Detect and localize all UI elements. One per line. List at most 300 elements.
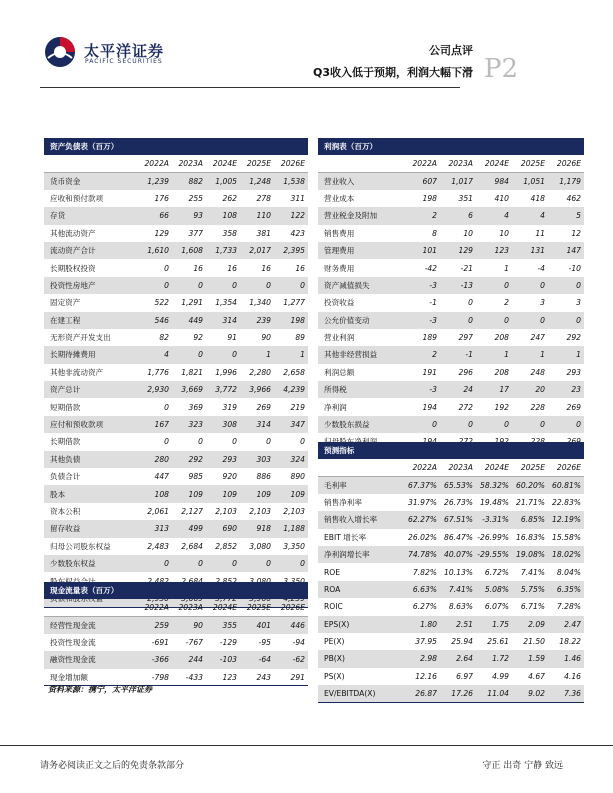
value-cell: 2,127 (181, 507, 203, 516)
value-cell: 23 (548, 381, 584, 398)
value-cell: 418 (530, 193, 545, 203)
table-row (44, 538, 308, 555)
row-label: 经营性现金流 (44, 616, 138, 633)
value-cell: -13 (440, 277, 476, 294)
value-cell: 26.73% (444, 497, 473, 507)
value-cell: 462 (566, 193, 581, 203)
value-cell: 1 (274, 346, 308, 363)
value-cell: 0 (164, 263, 169, 273)
value-cell: 259 (138, 616, 172, 633)
value-cell: 198 (274, 312, 308, 329)
value-cell: 401 (240, 616, 274, 633)
value-cell: 5.08% (476, 581, 512, 598)
value-cell: 189 (422, 333, 437, 343)
pacific-securities-logo-icon (44, 36, 76, 68)
value-cell: 292 (566, 333, 581, 343)
value-cell: 2,280 (249, 367, 271, 377)
value-cell: 882 (172, 172, 206, 189)
value-cell: 2,061 (147, 507, 169, 516)
value-cell: 314 (206, 312, 240, 329)
value-cell: 0 (440, 312, 476, 329)
value-cell: 3 (576, 298, 581, 308)
value-cell: 296 (458, 367, 473, 377)
value-cell: 890 (290, 472, 305, 482)
value-cell: -94 (292, 637, 305, 647)
value-cell: -3.31% (476, 511, 512, 528)
value-cell: 176 (154, 193, 169, 203)
row-label: 货币资金 (44, 172, 138, 189)
value-cell: 19.08% (512, 546, 548, 563)
value-cell: 1,733 (206, 242, 240, 259)
value-cell: 65.53% (440, 476, 476, 493)
value-cell: 40.07% (440, 546, 476, 563)
value-cell: -1 (440, 346, 476, 363)
value-cell: 11 (535, 228, 545, 238)
report-type: 公司点评 (429, 44, 473, 57)
value-cell: 1,610 (138, 242, 172, 259)
row-label: 应收和预付款项 (50, 193, 104, 203)
table-row (318, 312, 584, 329)
value-cell: 1.72 (476, 650, 512, 667)
value-cell: 3,350 (283, 541, 305, 551)
value-cell: 19.48% (480, 497, 509, 507)
value-cell: 4 (138, 346, 172, 363)
value-cell: 3,966 (240, 381, 274, 398)
row-label: 所得税 (318, 381, 404, 398)
value-cell: 293 (206, 451, 240, 468)
table-row (44, 416, 308, 433)
value-cell: -3 (404, 381, 440, 398)
value-cell: 0 (172, 555, 206, 572)
value-cell: 918 (240, 520, 274, 537)
value-cell: 6.35% (548, 581, 584, 598)
value-cell: 0 (548, 416, 584, 433)
value-cell: 292 (172, 451, 206, 468)
value-cell: 8.04% (556, 567, 581, 577)
value-cell: 2.47 (548, 616, 584, 633)
value-cell: 0 (440, 416, 476, 433)
value-cell: -129 (219, 637, 237, 647)
header-blank (44, 599, 138, 616)
value-cell: 6.07% (484, 602, 509, 612)
header-blank (44, 155, 138, 172)
value-cell: 244 (172, 651, 206, 668)
value-cell: 108 (138, 485, 172, 502)
value-cell: 25.61 (487, 637, 509, 647)
value-cell: 21.50 (523, 637, 545, 647)
table-row (318, 668, 584, 685)
value-cell: 3,080 (249, 541, 271, 551)
row-label: 融资性现金流 (44, 651, 138, 668)
income-statement-table (318, 138, 584, 451)
table-title: 预测指标 (318, 442, 584, 459)
value-cell: 1,239 (138, 172, 172, 189)
table-row (318, 225, 584, 242)
value-cell: 0 (232, 437, 237, 447)
table-row (44, 651, 308, 668)
value-cell: 10 (499, 228, 509, 238)
value-cell: 109 (274, 485, 308, 502)
value-cell: 0 (274, 555, 308, 572)
value-cell: 0 (164, 437, 169, 447)
value-cell: 499 (172, 520, 206, 537)
row-label: ROA (318, 581, 404, 598)
value-cell: 1,608 (172, 242, 206, 259)
row-label: 应付和预收款项 (44, 416, 138, 433)
value-cell: -21 (460, 263, 473, 273)
value-cell: 347 (274, 416, 308, 433)
row-label: PE(X) (324, 637, 345, 647)
value-cell: 108 (206, 207, 240, 224)
value-cell: 1.46 (548, 650, 584, 667)
row-label: 股本 (44, 485, 138, 502)
row-label: ROE (324, 567, 341, 577)
table-row (318, 172, 584, 189)
value-cell: 16 (295, 263, 305, 273)
table-row (318, 398, 584, 415)
table-row (318, 598, 584, 615)
row-label: 在建工程 (44, 312, 138, 329)
value-cell: 26.02% (408, 532, 437, 542)
year-header: 2024E (476, 459, 512, 476)
value-cell: -26.99% (477, 532, 509, 542)
table-row (44, 503, 308, 520)
value-cell: 4.67 (528, 671, 545, 681)
year-header: 2022A (404, 155, 440, 172)
header-blank (318, 459, 404, 476)
year-header: 2023A (440, 459, 476, 476)
value-cell: 1,821 (181, 367, 203, 377)
value-cell: 208 (494, 367, 509, 377)
table-row (44, 346, 308, 363)
table-header-row (44, 155, 308, 172)
value-cell: 74.78% (404, 546, 440, 563)
row-label: 资产总计 (44, 381, 138, 398)
value-cell: 248 (530, 367, 545, 377)
table-row (44, 485, 308, 502)
table-row (318, 494, 584, 511)
value-cell: 0 (548, 277, 584, 294)
table-row (318, 416, 584, 433)
year-header: 2025E (240, 155, 274, 172)
value-cell: 4 (512, 207, 548, 224)
table-row (318, 207, 584, 224)
value-cell: 313 (138, 520, 172, 537)
value-cell: 308 (206, 416, 240, 433)
value-cell: 12.19% (548, 511, 584, 528)
value-cell: 369 (188, 402, 203, 412)
value-cell: 0 (266, 437, 271, 447)
value-cell: 1,538 (274, 172, 308, 189)
value-cell: 272 (458, 402, 473, 412)
value-cell: 0 (476, 416, 512, 433)
table-row (44, 520, 308, 537)
value-cell: 17 (476, 381, 512, 398)
value-cell: 60.20% (512, 476, 548, 493)
value-cell: 6.85% (512, 511, 548, 528)
table-row (44, 207, 308, 224)
value-cell: 323 (172, 416, 206, 433)
value-cell: 91 (227, 333, 237, 343)
value-cell: 1 (512, 346, 548, 363)
value-cell: 239 (240, 312, 274, 329)
value-cell: 1,248 (240, 172, 274, 189)
logo-english-name: PACIFIC SECURITIES (85, 58, 163, 65)
value-cell: 123 (476, 242, 512, 259)
value-cell: 0 (198, 437, 203, 447)
value-cell: 269 (566, 402, 581, 412)
value-cell: 319 (222, 402, 237, 412)
row-label: 财务费用 (324, 263, 355, 273)
value-cell: 7.82% (412, 567, 437, 577)
year-header: 2026E (274, 599, 308, 616)
table-row (44, 190, 308, 207)
value-cell: 2.98 (404, 650, 440, 667)
value-cell: 93 (172, 207, 206, 224)
value-cell: 0 (206, 555, 240, 572)
table-title-row (318, 138, 584, 155)
value-cell: 219 (290, 402, 305, 412)
value-cell: 324 (274, 451, 308, 468)
value-cell: 2.51 (440, 616, 476, 633)
row-label: 长期借款 (50, 437, 81, 447)
value-cell: 1 (476, 346, 512, 363)
value-cell: 2,483 (147, 541, 169, 551)
table-row (318, 364, 584, 381)
table-row (318, 277, 584, 294)
row-label: ROIC (324, 602, 343, 612)
value-cell: 25.94 (451, 637, 473, 647)
row-label: 营业成本 (324, 193, 355, 203)
value-cell: 2 (404, 346, 440, 363)
footer-disclaimer: 请务必阅读正文之后的免责条款部分 (40, 761, 185, 771)
value-cell: 2.64 (440, 650, 476, 667)
value-cell: 522 (154, 298, 169, 308)
value-cell: 5.75% (512, 581, 548, 598)
value-cell: 6.71% (520, 602, 545, 612)
value-cell: -95 (258, 637, 271, 647)
table-row (44, 468, 308, 485)
value-cell: 4,239 (274, 381, 308, 398)
table-row (318, 546, 584, 563)
value-cell: 109 (172, 485, 206, 502)
value-cell: 1 (548, 346, 584, 363)
value-cell: 16.83% (516, 532, 545, 542)
value-cell: 192 (494, 402, 509, 412)
logo-chinese-name: 太平洋证券 (84, 42, 165, 60)
page-header (0, 0, 613, 95)
row-label: 少数股东权益 (44, 555, 138, 572)
row-label: 存货 (44, 207, 138, 224)
value-cell: 0 (240, 277, 274, 294)
value-cell: 690 (206, 520, 240, 537)
table-title-row (44, 138, 308, 155)
value-cell: 1,996 (215, 367, 237, 377)
row-label: 少数股东损益 (318, 416, 404, 433)
value-cell: 101 (404, 242, 440, 259)
value-cell: 6.27% (412, 602, 437, 612)
value-cell: 58.32% (476, 476, 512, 493)
row-label: 短期借款 (50, 402, 81, 412)
value-cell: 985 (188, 472, 203, 482)
value-cell: 6.97 (456, 671, 473, 681)
row-label: 销售净利率 (324, 497, 362, 507)
table-row (44, 398, 308, 415)
table-row (318, 294, 584, 311)
row-label: 其他负债 (44, 451, 138, 468)
table-title: 资产负债表（百万） (44, 138, 308, 155)
row-label: 利润总额 (324, 367, 355, 377)
row-label: 其他非经营损益 (318, 346, 404, 363)
value-cell: 12 (571, 228, 581, 238)
table-row (44, 242, 308, 259)
value-cell: 2,658 (283, 367, 305, 377)
row-label: 营业收入 (318, 172, 404, 189)
value-cell: 12.16 (415, 671, 437, 681)
company-logo (44, 36, 164, 70)
value-cell: 2,684 (181, 541, 203, 551)
value-cell: 1,776 (147, 367, 169, 377)
value-cell: 15.58% (552, 532, 581, 542)
table-header-row (44, 599, 308, 616)
forecast-indicators-table (318, 442, 584, 703)
row-label: 其他非流动资产 (50, 367, 104, 377)
value-cell: 1 (504, 263, 509, 273)
value-cell: 278 (256, 193, 271, 203)
value-cell: 194 (422, 402, 437, 412)
balance-sheet-table (44, 138, 308, 608)
value-cell: 291 (274, 669, 308, 686)
row-label: PS(X) (324, 671, 345, 681)
row-label: 其他流动资产 (50, 228, 96, 238)
table-row (318, 633, 584, 650)
row-label: 流动资产合计 (44, 242, 138, 259)
value-cell: 7.36 (548, 685, 584, 702)
value-cell: 314 (240, 416, 274, 433)
value-cell: 0 (206, 346, 240, 363)
value-cell: 1,291 (181, 298, 203, 308)
row-label: 资产减值损失 (318, 277, 404, 294)
table-row (318, 563, 584, 580)
value-cell: 247 (530, 333, 545, 343)
year-header: 2025E (240, 599, 274, 616)
value-cell: 0 (512, 312, 548, 329)
table-row (44, 277, 308, 294)
table-row (318, 476, 584, 493)
value-cell: 984 (476, 172, 512, 189)
value-cell: 90 (172, 616, 206, 633)
value-cell: 1 (240, 346, 274, 363)
value-cell: 122 (274, 207, 308, 224)
year-header: 2024E (206, 155, 240, 172)
row-label: 净利润 (324, 402, 347, 412)
value-cell: 1,354 (215, 298, 237, 308)
value-cell: -4 (537, 263, 545, 273)
row-label: 负债合计 (50, 472, 81, 482)
table-row (44, 294, 308, 311)
value-cell: 7.41% (440, 581, 476, 598)
value-cell: 2 (504, 298, 509, 308)
table-row (318, 381, 584, 398)
header-blank (318, 155, 404, 172)
value-cell: 377 (188, 228, 203, 238)
value-cell: 1,051 (512, 172, 548, 189)
value-cell: -1 (429, 298, 437, 308)
value-cell: 110 (240, 207, 274, 224)
year-header: 2023A (172, 155, 206, 172)
value-cell: 82 (159, 333, 169, 343)
value-cell: 5 (548, 207, 584, 224)
value-cell: 0 (512, 277, 548, 294)
table-row (44, 634, 308, 651)
year-header: 2026E (548, 459, 584, 476)
value-cell: 8.63% (448, 602, 473, 612)
value-cell: -366 (138, 651, 172, 668)
value-cell: 6.72% (484, 567, 509, 577)
row-label: 毛利率 (318, 476, 404, 493)
value-cell: -64 (240, 651, 274, 668)
value-cell: 303 (240, 451, 274, 468)
value-cell: 0 (164, 402, 169, 412)
value-cell: 446 (274, 616, 308, 633)
year-header: 2025E (512, 459, 548, 476)
value-cell: 18.02% (548, 546, 584, 563)
value-cell: 60.81% (548, 476, 584, 493)
value-cell: -433 (172, 669, 206, 686)
value-cell: 2,103 (249, 507, 271, 516)
table-row (318, 581, 584, 598)
value-cell: 228 (530, 402, 545, 412)
value-cell: 31.97% (408, 497, 437, 507)
value-cell: 358 (222, 228, 237, 238)
value-cell: 262 (222, 193, 237, 203)
value-cell: 7.41% (520, 567, 545, 577)
row-label: 公允价值变动 (318, 312, 404, 329)
value-cell: 2,103 (215, 507, 237, 516)
value-cell: 147 (548, 242, 584, 259)
table-row (44, 172, 308, 189)
table-row (318, 190, 584, 207)
data-source-note: 资料来源：携宁，太平洋证券 (48, 685, 152, 694)
row-label: 现金增加额 (44, 669, 138, 686)
value-cell: 16 (261, 263, 271, 273)
value-cell: 2,017 (240, 242, 274, 259)
table-row (44, 312, 308, 329)
row-label: 营业利润 (324, 333, 355, 343)
value-cell: -103 (206, 651, 240, 668)
table-row (318, 346, 584, 363)
value-cell: 62.27% (404, 511, 440, 528)
value-cell: -3 (404, 277, 440, 294)
row-label: 固定资产 (50, 298, 81, 308)
value-cell: 2,103 (283, 507, 305, 516)
value-cell: 167 (138, 416, 172, 433)
value-cell: 0 (138, 555, 172, 572)
row-label: 销售费用 (324, 228, 355, 238)
report-title: Q3收入低于预期，利润大幅下滑 (312, 66, 473, 79)
table-title: 利润表（百万） (318, 138, 584, 155)
value-cell: 447 (154, 472, 169, 482)
value-cell: 9.02 (512, 685, 548, 702)
value-cell: 1,340 (249, 298, 271, 308)
year-header: 2022A (404, 459, 440, 476)
table-row (44, 329, 308, 346)
value-cell: 3,772 (206, 381, 240, 398)
row-label: EPS(X) (318, 616, 404, 633)
row-label: 管理费用 (318, 242, 404, 259)
value-cell: 6.63% (404, 581, 440, 598)
year-header: 2024E (476, 155, 512, 172)
